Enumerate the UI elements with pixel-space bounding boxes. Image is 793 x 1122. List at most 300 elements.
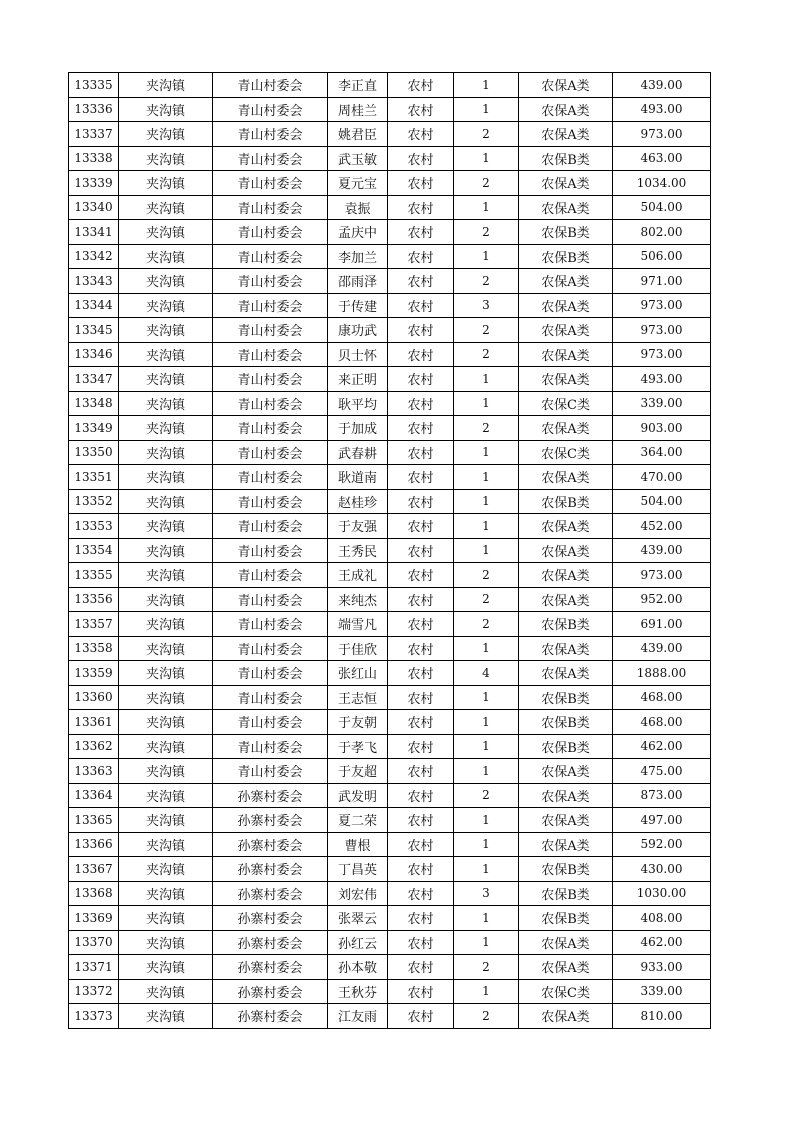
table-row xyxy=(69,440,711,465)
table-row xyxy=(69,244,711,269)
insurance-class-cell: 农保A类 xyxy=(519,293,613,318)
name-cell: 张翠云 xyxy=(328,906,388,931)
town-cell: 夹沟镇 xyxy=(119,367,213,392)
village-committee-cell: 青山村委会 xyxy=(213,636,328,661)
household-count-cell: 3 xyxy=(454,293,519,318)
table-row xyxy=(69,538,711,563)
area-type-cell: 农村 xyxy=(388,269,454,294)
insurance-class-cell: 农保A类 xyxy=(519,1004,613,1029)
insurance-class-cell: 农保A类 xyxy=(519,930,613,955)
town-cell: 夹沟镇 xyxy=(119,465,213,490)
name-cell: 于友强 xyxy=(328,514,388,539)
village-committee-cell: 青山村委会 xyxy=(213,661,328,686)
row-id-cell: 13357 xyxy=(69,612,119,637)
row-id-cell: 13361 xyxy=(69,710,119,735)
amount-cell: 470.00 xyxy=(613,465,711,490)
town-cell: 夹沟镇 xyxy=(119,808,213,833)
insurance-class-cell: 农保B类 xyxy=(519,612,613,637)
table-row xyxy=(69,612,711,637)
village-committee-cell: 青山村委会 xyxy=(213,269,328,294)
village-committee-cell: 孙寨村委会 xyxy=(213,881,328,906)
amount-cell: 504.00 xyxy=(613,489,711,514)
household-count-cell: 2 xyxy=(454,416,519,441)
insurance-class-cell: 农保B类 xyxy=(519,734,613,759)
amount-cell: 973.00 xyxy=(613,122,711,147)
table-row xyxy=(69,832,711,857)
row-id-cell: 13373 xyxy=(69,1004,119,1029)
village-committee-cell: 孙寨村委会 xyxy=(213,979,328,1004)
name-cell: 于友超 xyxy=(328,759,388,784)
household-count-cell: 1 xyxy=(454,759,519,784)
row-id-cell: 13365 xyxy=(69,808,119,833)
row-id-cell: 13350 xyxy=(69,440,119,465)
amount-cell: 873.00 xyxy=(613,783,711,808)
area-type-cell: 农村 xyxy=(388,195,454,220)
insurance-class-cell: 农保B类 xyxy=(519,489,613,514)
insurance-class-cell: 农保A类 xyxy=(519,661,613,686)
village-committee-cell: 青山村委会 xyxy=(213,489,328,514)
table-row xyxy=(69,171,711,196)
area-type-cell: 农村 xyxy=(388,220,454,245)
town-cell: 夹沟镇 xyxy=(119,783,213,808)
amount-cell: 493.00 xyxy=(613,97,711,122)
name-cell: 康功武 xyxy=(328,318,388,343)
town-cell: 夹沟镇 xyxy=(119,832,213,857)
town-cell: 夹沟镇 xyxy=(119,220,213,245)
name-cell: 孙本敬 xyxy=(328,955,388,980)
amount-cell: 592.00 xyxy=(613,832,711,857)
household-count-cell: 3 xyxy=(454,881,519,906)
amount-cell: 973.00 xyxy=(613,563,711,588)
household-count-cell: 1 xyxy=(454,538,519,563)
village-committee-cell: 孙寨村委会 xyxy=(213,955,328,980)
area-type-cell: 农村 xyxy=(388,1004,454,1029)
row-id-cell: 13360 xyxy=(69,685,119,710)
insurance-class-cell: 农保C类 xyxy=(519,440,613,465)
table-row xyxy=(69,734,711,759)
household-count-cell: 1 xyxy=(454,195,519,220)
area-type-cell: 农村 xyxy=(388,146,454,171)
household-count-cell: 1 xyxy=(454,710,519,735)
name-cell: 丁昌英 xyxy=(328,857,388,882)
village-committee-cell: 青山村委会 xyxy=(213,220,328,245)
insurance-class-cell: 农保A类 xyxy=(519,759,613,784)
town-cell: 夹沟镇 xyxy=(119,538,213,563)
village-committee-cell: 孙寨村委会 xyxy=(213,930,328,955)
village-committee-cell: 青山村委会 xyxy=(213,759,328,784)
name-cell: 贝士怀 xyxy=(328,342,388,367)
insurance-class-cell: 农保A类 xyxy=(519,416,613,441)
table-row xyxy=(69,710,711,735)
row-id-cell: 13364 xyxy=(69,783,119,808)
village-committee-cell: 青山村委会 xyxy=(213,122,328,147)
village-committee-cell: 孙寨村委会 xyxy=(213,783,328,808)
area-type-cell: 农村 xyxy=(388,881,454,906)
area-type-cell: 农村 xyxy=(388,514,454,539)
name-cell: 王成礼 xyxy=(328,563,388,588)
village-committee-cell: 孙寨村委会 xyxy=(213,906,328,931)
village-committee-cell: 青山村委会 xyxy=(213,612,328,637)
village-committee-cell: 孙寨村委会 xyxy=(213,857,328,882)
amount-cell: 339.00 xyxy=(613,979,711,1004)
amount-cell: 973.00 xyxy=(613,318,711,343)
amount-cell: 933.00 xyxy=(613,955,711,980)
town-cell: 夹沟镇 xyxy=(119,685,213,710)
town-cell: 夹沟镇 xyxy=(119,979,213,1004)
household-count-cell: 2 xyxy=(454,783,519,808)
area-type-cell: 农村 xyxy=(388,710,454,735)
village-committee-cell: 孙寨村委会 xyxy=(213,808,328,833)
town-cell: 夹沟镇 xyxy=(119,122,213,147)
table-row xyxy=(69,636,711,661)
name-cell: 李加兰 xyxy=(328,244,388,269)
row-id-cell: 13355 xyxy=(69,563,119,588)
household-count-cell: 2 xyxy=(454,269,519,294)
area-type-cell: 农村 xyxy=(388,367,454,392)
area-type-cell: 农村 xyxy=(388,832,454,857)
table-row xyxy=(69,514,711,539)
row-id-cell: 13370 xyxy=(69,930,119,955)
name-cell: 张红山 xyxy=(328,661,388,686)
insurance-class-cell: 农保A类 xyxy=(519,269,613,294)
town-cell: 夹沟镇 xyxy=(119,171,213,196)
area-type-cell: 农村 xyxy=(388,465,454,490)
village-committee-cell: 青山村委会 xyxy=(213,293,328,318)
area-type-cell: 农村 xyxy=(388,342,454,367)
village-committee-cell: 青山村委会 xyxy=(213,97,328,122)
household-count-cell: 4 xyxy=(454,661,519,686)
household-count-cell: 1 xyxy=(454,465,519,490)
insurance-class-cell: 农保A类 xyxy=(519,514,613,539)
insurance-class-cell: 农保A类 xyxy=(519,955,613,980)
area-type-cell: 农村 xyxy=(388,440,454,465)
row-id-cell: 13339 xyxy=(69,171,119,196)
amount-cell: 971.00 xyxy=(613,269,711,294)
amount-cell: 506.00 xyxy=(613,244,711,269)
amount-cell: 468.00 xyxy=(613,710,711,735)
area-type-cell: 农村 xyxy=(388,930,454,955)
household-count-cell: 1 xyxy=(454,930,519,955)
insurance-class-cell: 农保A类 xyxy=(519,563,613,588)
insurance-class-cell: 农保C类 xyxy=(519,391,613,416)
town-cell: 夹沟镇 xyxy=(119,857,213,882)
area-type-cell: 农村 xyxy=(388,489,454,514)
area-type-cell: 农村 xyxy=(388,587,454,612)
name-cell: 李正直 xyxy=(328,73,388,98)
name-cell: 武春耕 xyxy=(328,440,388,465)
amount-cell: 364.00 xyxy=(613,440,711,465)
name-cell: 夏二荣 xyxy=(328,808,388,833)
row-id-cell: 13338 xyxy=(69,146,119,171)
town-cell: 夹沟镇 xyxy=(119,612,213,637)
insurance-class-cell: 农保A类 xyxy=(519,73,613,98)
household-count-cell: 1 xyxy=(454,146,519,171)
village-committee-cell: 青山村委会 xyxy=(213,563,328,588)
area-type-cell: 农村 xyxy=(388,661,454,686)
household-count-cell: 2 xyxy=(454,955,519,980)
table-row xyxy=(69,195,711,220)
amount-cell: 497.00 xyxy=(613,808,711,833)
name-cell: 于孝飞 xyxy=(328,734,388,759)
table-row xyxy=(69,930,711,955)
amount-cell: 1888.00 xyxy=(613,661,711,686)
amount-cell: 408.00 xyxy=(613,906,711,931)
table-row xyxy=(69,685,711,710)
village-committee-cell: 青山村委会 xyxy=(213,195,328,220)
table-row xyxy=(69,1004,711,1029)
row-id-cell: 13368 xyxy=(69,881,119,906)
insurance-class-cell: 农保B类 xyxy=(519,244,613,269)
household-count-cell: 1 xyxy=(454,636,519,661)
row-id-cell: 13354 xyxy=(69,538,119,563)
insurance-class-cell: 农保A类 xyxy=(519,171,613,196)
amount-cell: 973.00 xyxy=(613,293,711,318)
village-committee-cell: 孙寨村委会 xyxy=(213,1004,328,1029)
insurance-class-cell: 农保A类 xyxy=(519,367,613,392)
row-id-cell: 13335 xyxy=(69,73,119,98)
amount-cell: 802.00 xyxy=(613,220,711,245)
town-cell: 夹沟镇 xyxy=(119,146,213,171)
table-row xyxy=(69,979,711,1004)
household-count-cell: 1 xyxy=(454,832,519,857)
amount-cell: 691.00 xyxy=(613,612,711,637)
village-committee-cell: 青山村委会 xyxy=(213,244,328,269)
amount-cell: 463.00 xyxy=(613,146,711,171)
row-id-cell: 13363 xyxy=(69,759,119,784)
town-cell: 夹沟镇 xyxy=(119,244,213,269)
town-cell: 夹沟镇 xyxy=(119,440,213,465)
household-count-cell: 1 xyxy=(454,685,519,710)
insurance-class-cell: 农保A类 xyxy=(519,783,613,808)
area-type-cell: 农村 xyxy=(388,636,454,661)
area-type-cell: 农村 xyxy=(388,759,454,784)
insurance-class-cell: 农保A类 xyxy=(519,636,613,661)
village-committee-cell: 青山村委会 xyxy=(213,587,328,612)
name-cell: 周桂兰 xyxy=(328,97,388,122)
amount-cell: 475.00 xyxy=(613,759,711,784)
table-row xyxy=(69,73,711,98)
row-id-cell: 13367 xyxy=(69,857,119,882)
name-cell: 王秋芬 xyxy=(328,979,388,1004)
name-cell: 曹根 xyxy=(328,832,388,857)
town-cell: 夹沟镇 xyxy=(119,563,213,588)
table-row xyxy=(69,563,711,588)
amount-cell: 973.00 xyxy=(613,342,711,367)
insurance-class-cell: 农保B类 xyxy=(519,710,613,735)
name-cell: 来正明 xyxy=(328,367,388,392)
village-committee-cell: 青山村委会 xyxy=(213,171,328,196)
village-committee-cell: 青山村委会 xyxy=(213,416,328,441)
table-row xyxy=(69,293,711,318)
household-count-cell: 1 xyxy=(454,391,519,416)
area-type-cell: 农村 xyxy=(388,538,454,563)
area-type-cell: 农村 xyxy=(388,808,454,833)
village-committee-cell: 青山村委会 xyxy=(213,538,328,563)
name-cell: 江友雨 xyxy=(328,1004,388,1029)
amount-cell: 439.00 xyxy=(613,636,711,661)
amount-cell: 430.00 xyxy=(613,857,711,882)
town-cell: 夹沟镇 xyxy=(119,636,213,661)
row-id-cell: 13347 xyxy=(69,367,119,392)
insurance-class-cell: 农保A类 xyxy=(519,832,613,857)
town-cell: 夹沟镇 xyxy=(119,318,213,343)
name-cell: 端雪凡 xyxy=(328,612,388,637)
amount-cell: 468.00 xyxy=(613,685,711,710)
amount-cell: 462.00 xyxy=(613,734,711,759)
row-id-cell: 13356 xyxy=(69,587,119,612)
row-id-cell: 13351 xyxy=(69,465,119,490)
name-cell: 耿道南 xyxy=(328,465,388,490)
table-row xyxy=(69,269,711,294)
insurance-class-cell: 农保A类 xyxy=(519,465,613,490)
table-row xyxy=(69,906,711,931)
name-cell: 邵雨泽 xyxy=(328,269,388,294)
town-cell: 夹沟镇 xyxy=(119,661,213,686)
amount-cell: 339.00 xyxy=(613,391,711,416)
name-cell: 武玉敏 xyxy=(328,146,388,171)
table-row xyxy=(69,318,711,343)
row-id-cell: 13348 xyxy=(69,391,119,416)
area-type-cell: 农村 xyxy=(388,685,454,710)
insurance-class-cell: 农保A类 xyxy=(519,808,613,833)
household-count-cell: 1 xyxy=(454,979,519,1004)
town-cell: 夹沟镇 xyxy=(119,710,213,735)
amount-cell: 810.00 xyxy=(613,1004,711,1029)
table-row xyxy=(69,342,711,367)
name-cell: 于佳欣 xyxy=(328,636,388,661)
insurance-class-cell: 农保A类 xyxy=(519,318,613,343)
village-committee-cell: 青山村委会 xyxy=(213,73,328,98)
household-count-cell: 2 xyxy=(454,1004,519,1029)
table-row xyxy=(69,416,711,441)
row-id-cell: 13359 xyxy=(69,661,119,686)
household-count-cell: 2 xyxy=(454,563,519,588)
name-cell: 来纯杰 xyxy=(328,587,388,612)
village-committee-cell: 孙寨村委会 xyxy=(213,832,328,857)
village-committee-cell: 青山村委会 xyxy=(213,440,328,465)
town-cell: 夹沟镇 xyxy=(119,930,213,955)
insurance-class-cell: 农保B类 xyxy=(519,685,613,710)
household-count-cell: 1 xyxy=(454,440,519,465)
village-committee-cell: 青山村委会 xyxy=(213,367,328,392)
household-count-cell: 2 xyxy=(454,587,519,612)
allowance-table xyxy=(68,72,711,1029)
household-count-cell: 1 xyxy=(454,244,519,269)
amount-cell: 1034.00 xyxy=(613,171,711,196)
household-count-cell: 1 xyxy=(454,73,519,98)
name-cell: 耿平均 xyxy=(328,391,388,416)
household-count-cell: 1 xyxy=(454,367,519,392)
town-cell: 夹沟镇 xyxy=(119,587,213,612)
name-cell: 王秀民 xyxy=(328,538,388,563)
area-type-cell: 农村 xyxy=(388,122,454,147)
row-id-cell: 13345 xyxy=(69,318,119,343)
area-type-cell: 农村 xyxy=(388,97,454,122)
amount-cell: 462.00 xyxy=(613,930,711,955)
name-cell: 武发明 xyxy=(328,783,388,808)
row-id-cell: 13371 xyxy=(69,955,119,980)
area-type-cell: 农村 xyxy=(388,171,454,196)
table-row xyxy=(69,146,711,171)
household-count-cell: 1 xyxy=(454,906,519,931)
town-cell: 夹沟镇 xyxy=(119,73,213,98)
area-type-cell: 农村 xyxy=(388,318,454,343)
town-cell: 夹沟镇 xyxy=(119,1004,213,1029)
table-row xyxy=(69,587,711,612)
table-row xyxy=(69,857,711,882)
table-row xyxy=(69,97,711,122)
village-committee-cell: 青山村委会 xyxy=(213,734,328,759)
row-id-cell: 13341 xyxy=(69,220,119,245)
row-id-cell: 13372 xyxy=(69,979,119,1004)
area-type-cell: 农村 xyxy=(388,955,454,980)
household-count-cell: 1 xyxy=(454,489,519,514)
row-id-cell: 13366 xyxy=(69,832,119,857)
household-count-cell: 2 xyxy=(454,318,519,343)
table-row xyxy=(69,391,711,416)
household-count-cell: 2 xyxy=(454,220,519,245)
insurance-class-cell: 农保A类 xyxy=(519,97,613,122)
area-type-cell: 农村 xyxy=(388,416,454,441)
table-body xyxy=(69,73,711,1029)
insurance-class-cell: 农保B类 xyxy=(519,906,613,931)
village-committee-cell: 青山村委会 xyxy=(213,342,328,367)
town-cell: 夹沟镇 xyxy=(119,391,213,416)
row-id-cell: 13336 xyxy=(69,97,119,122)
town-cell: 夹沟镇 xyxy=(119,759,213,784)
name-cell: 于加成 xyxy=(328,416,388,441)
name-cell: 赵桂珍 xyxy=(328,489,388,514)
row-id-cell: 13358 xyxy=(69,636,119,661)
name-cell: 孟庆中 xyxy=(328,220,388,245)
row-id-cell: 13342 xyxy=(69,244,119,269)
name-cell: 姚君臣 xyxy=(328,122,388,147)
insurance-class-cell: 农保B类 xyxy=(519,857,613,882)
town-cell: 夹沟镇 xyxy=(119,514,213,539)
table-row xyxy=(69,808,711,833)
town-cell: 夹沟镇 xyxy=(119,955,213,980)
insurance-class-cell: 农保B类 xyxy=(519,146,613,171)
town-cell: 夹沟镇 xyxy=(119,269,213,294)
row-id-cell: 13337 xyxy=(69,122,119,147)
amount-cell: 439.00 xyxy=(613,73,711,98)
table-row xyxy=(69,759,711,784)
amount-cell: 439.00 xyxy=(613,538,711,563)
row-id-cell: 13349 xyxy=(69,416,119,441)
area-type-cell: 农村 xyxy=(388,563,454,588)
village-committee-cell: 青山村委会 xyxy=(213,318,328,343)
village-committee-cell: 青山村委会 xyxy=(213,514,328,539)
household-count-cell: 1 xyxy=(454,97,519,122)
area-type-cell: 农村 xyxy=(388,391,454,416)
name-cell: 孙红云 xyxy=(328,930,388,955)
area-type-cell: 农村 xyxy=(388,244,454,269)
area-type-cell: 农村 xyxy=(388,293,454,318)
row-id-cell: 13369 xyxy=(69,906,119,931)
area-type-cell: 农村 xyxy=(388,73,454,98)
household-count-cell: 1 xyxy=(454,734,519,759)
household-count-cell: 2 xyxy=(454,612,519,637)
name-cell: 袁振 xyxy=(328,195,388,220)
area-type-cell: 农村 xyxy=(388,857,454,882)
area-type-cell: 农村 xyxy=(388,906,454,931)
town-cell: 夹沟镇 xyxy=(119,416,213,441)
insurance-class-cell: 农保A类 xyxy=(519,538,613,563)
area-type-cell: 农村 xyxy=(388,734,454,759)
town-cell: 夹沟镇 xyxy=(119,489,213,514)
household-count-cell: 1 xyxy=(454,808,519,833)
table-row xyxy=(69,220,711,245)
